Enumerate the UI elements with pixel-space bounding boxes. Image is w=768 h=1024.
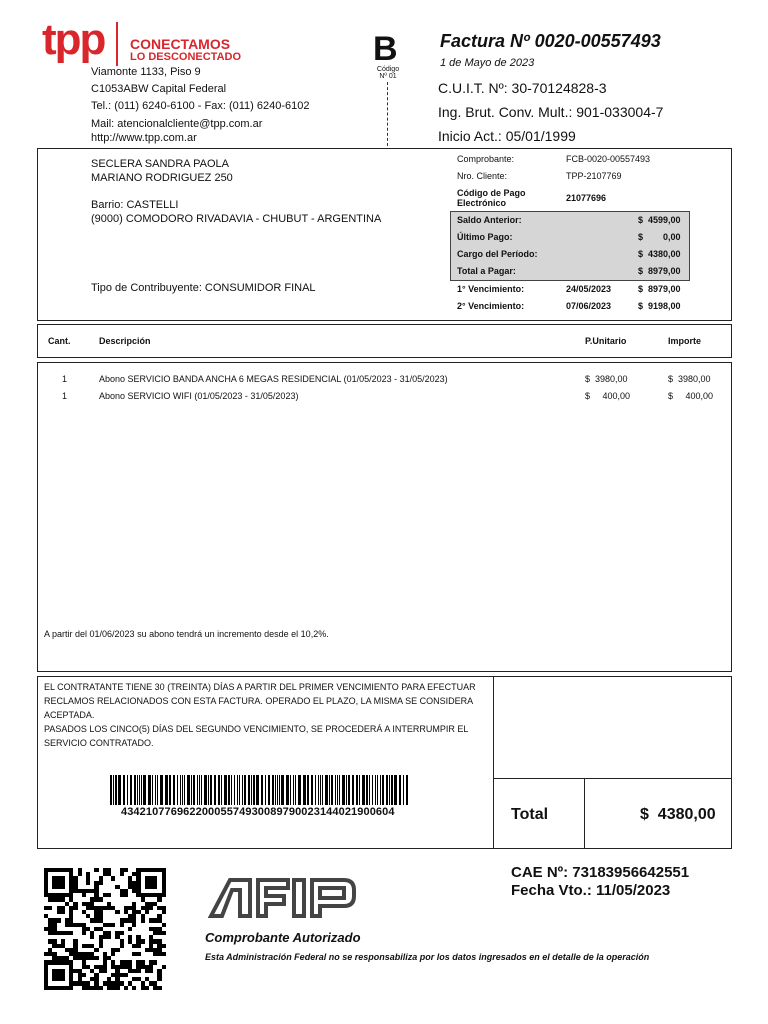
qr-module [162, 965, 166, 969]
client-street: MARIANO RODRIGUEZ 250 [91, 172, 233, 184]
barcode-bar [372, 775, 373, 805]
invoice-title: Factura Nº 0020-00557493 [440, 31, 661, 51]
row2-cant: 1 [62, 391, 68, 401]
barcode-bar [160, 775, 163, 805]
row2-imp: $ 400,00 [668, 391, 714, 401]
qr-module [141, 918, 145, 922]
barcode-bar [318, 775, 319, 805]
qr-module [82, 973, 86, 977]
barcode-bar [155, 775, 156, 805]
slogan-line2: LO DESCONECTADO [130, 51, 242, 63]
barcode-bar [265, 775, 266, 805]
row1-desc: Abono SERVICIO BANDA ANCHA 6 MEGAS RESIDENCIAL (01/05/2023 - 31/05/2023) [99, 374, 448, 384]
qr-module [153, 885, 157, 889]
barcode-bar [184, 775, 185, 805]
client-name: SECLERA SANDRA PAOLA [91, 158, 229, 170]
ultimo-value: $ 0,00 [638, 232, 681, 242]
pago-label-2: Electrónico [457, 198, 507, 208]
barcode-bar [204, 775, 207, 805]
barcode-bar [137, 775, 138, 805]
qr-module [120, 931, 124, 935]
barcode-bar [382, 775, 384, 805]
barcode-bar [311, 775, 313, 805]
afip-disclaimer: Esta Administración Federal no se responsabiliza por los datos ingresados en el detalle de la operación [205, 952, 650, 962]
barcode-bar [237, 775, 238, 805]
qr-module [124, 868, 128, 872]
barcode-bar [152, 775, 153, 805]
barcode-number: 43421077696220005574930089790023144021900604 [121, 806, 395, 818]
invoice-date: 1 de Mayo de 2023 [440, 57, 535, 69]
barcode-bar [242, 775, 243, 805]
barcode-bar [356, 775, 358, 805]
barcode-bar [380, 775, 381, 805]
footer-divider-h [493, 778, 732, 779]
company-web: http://www.tpp.com.ar [91, 132, 197, 144]
cargo-value: $ 4380,00 [638, 249, 681, 259]
qr-module [115, 910, 119, 914]
barcode-bar [214, 775, 216, 805]
cargo-label: Cargo del Período: [457, 249, 538, 259]
barcode-bar [261, 775, 263, 805]
barcode-bar [118, 775, 121, 805]
comprobante-autorizado: Comprobante Autorizado [205, 930, 361, 945]
table-body-box [37, 362, 732, 672]
barcode-bar [130, 775, 132, 805]
barcode-bar [293, 775, 294, 805]
footer-divider-v [493, 676, 494, 849]
barcode-bar [199, 775, 200, 805]
qr-module [78, 872, 82, 876]
qr-module [162, 893, 166, 897]
row1-unit: $ 3980,00 [585, 374, 628, 384]
total-pagar-label: Total a Pagar: [457, 266, 516, 276]
ultimo-label: Último Pago: [457, 232, 513, 242]
tpp-logo: tpp [42, 15, 105, 64]
barcode-bar [386, 775, 388, 805]
afip-logo-icon [208, 876, 358, 920]
th-cant: Cant. [48, 336, 71, 346]
barcode-bar [406, 775, 408, 805]
barcode-bar [139, 775, 140, 805]
barcode-bar [221, 775, 222, 805]
qr-module [73, 906, 77, 910]
qr-module [124, 973, 128, 977]
qr-module [153, 960, 157, 964]
qr-module [162, 910, 166, 914]
qr-code [44, 868, 174, 990]
qr-module [61, 885, 65, 889]
barcode-bar [366, 775, 368, 805]
qr-module [99, 881, 103, 885]
qr-module [115, 948, 119, 952]
qr-module [124, 893, 128, 897]
barcode-bar [248, 775, 250, 805]
barcode-bar [193, 775, 195, 805]
logo-divider [116, 22, 118, 66]
header-dashed-divider [387, 82, 388, 146]
row1-imp: $ 3980,00 [668, 374, 711, 384]
barcode-bar [141, 775, 142, 805]
cae-number: CAE Nº: 73183956642551 [511, 864, 690, 881]
barcode-bar [281, 775, 284, 805]
invoice-inicio: Inicio Act.: 05/01/1999 [438, 128, 576, 144]
barcode-bar [244, 775, 246, 805]
barcode-bar [375, 775, 376, 805]
pago-value: 21077696 [566, 193, 607, 203]
qr-module [82, 893, 86, 897]
barcode-bar [115, 775, 117, 805]
barcode-bar [191, 775, 192, 805]
barcode-bar [279, 775, 280, 805]
qr-module [107, 893, 111, 897]
barcode-bar [359, 775, 360, 805]
barcode-bar [157, 775, 158, 805]
barcode-bar [177, 775, 178, 805]
barcode-bar [113, 775, 114, 805]
qr-module [157, 986, 161, 990]
qr-module [61, 910, 65, 914]
barcode-bar [187, 775, 190, 805]
qr-module [162, 923, 166, 927]
conditions-text [44, 680, 490, 750]
barcode-bar [253, 775, 255, 805]
invoice-ing-brut: Ing. Brut. Conv. Mult.: 901-033004-7 [438, 104, 664, 120]
barcode-bar [295, 775, 296, 805]
conditions-line2: RECLAMOS RELACIONADOS CON ESTA FACTURA. OPERADO EL PLAZO, LA MISMA SE CONSIDERA [44, 696, 474, 706]
qr-module [111, 876, 115, 880]
qr-module [136, 944, 140, 948]
qr-module [120, 944, 124, 948]
cae-vto: Fecha Vto.: 11/05/2023 [511, 882, 671, 899]
barcode-bar [182, 775, 183, 805]
venc2-amount: $ 9198,00 [638, 301, 681, 311]
conditions-line5: SERVICIO CONTRATADO. [44, 738, 154, 748]
invoice-cuit: C.U.I.T. Nº: 30-70124828-3 [438, 80, 607, 96]
th-descripcion: Descripción [99, 336, 151, 346]
qr-module [111, 952, 115, 956]
barcode-bar [394, 775, 397, 805]
qr-module [103, 969, 107, 973]
qr-module [157, 897, 161, 901]
saldo-value: $ 4599,00 [638, 215, 681, 225]
barcode-bar [315, 775, 316, 805]
total-pagar-value: $ 8979,00 [638, 266, 681, 276]
invoice-code-num: Nº 01 [379, 73, 397, 80]
barcode-bar [224, 775, 227, 805]
qr-module [124, 986, 128, 990]
barcode-bar [389, 775, 390, 805]
barcode-bar [275, 775, 276, 805]
barcode-bar [127, 775, 128, 805]
qr-module [57, 918, 61, 922]
row2-desc: Abono SERVICIO WIFI (01/05/2023 - 31/05/2023) [99, 391, 299, 401]
qr-module [149, 906, 153, 910]
qr-module [94, 868, 98, 872]
qr-module [94, 956, 98, 960]
barcode-bar [268, 775, 270, 805]
barcode-bar [335, 775, 336, 805]
company-address: Viamonte 1133, Piso 9 [91, 66, 201, 78]
barcode-bar [123, 775, 125, 805]
qr-module [128, 927, 132, 931]
barcode-bar [165, 775, 168, 805]
qr-module [149, 969, 153, 973]
barcode-bar [201, 775, 202, 805]
venc2-date: 07/06/2023 [566, 301, 612, 311]
client-barrio: Barrio: CASTELLI [91, 199, 179, 211]
company-phones: Tel.: (011) 6240-6100 - Fax: (011) 6240-6102 [91, 100, 310, 112]
barcode-bar [329, 775, 330, 805]
barcode-bar [391, 775, 393, 805]
qr-module [107, 935, 111, 939]
company-mail: Mail: atencionalcliente@tpp.com.ar [91, 118, 263, 130]
qr-module [120, 923, 124, 927]
barcode-bar [272, 775, 274, 805]
barcode-bar [342, 775, 345, 805]
conditions-line3: ACEPTADA. [44, 710, 95, 720]
barcode-bar [286, 775, 289, 805]
cliente-label: Nro. Cliente: [457, 171, 508, 181]
qr-module [145, 910, 149, 914]
qr-module [90, 935, 94, 939]
conditions-line4: PASADOS LOS CINCO(5) DÍAS DEL SEGUNDO VENCIMIENTO, SE PROCEDERÁ A INTERRUMPIR EL [44, 724, 469, 734]
barcode-bar [231, 775, 232, 805]
barcode-bar [218, 775, 220, 805]
barcode-bar [228, 775, 230, 805]
barcode-bar [110, 775, 112, 805]
barcode-bar [256, 775, 259, 805]
saldo-label: Saldo Anterior: [457, 215, 522, 225]
barcode-bar [180, 775, 181, 805]
qr-module [99, 897, 103, 901]
qr-module [111, 923, 115, 927]
qr-module [115, 986, 119, 990]
row1-cant: 1 [62, 374, 68, 384]
conditions-line1: EL CONTRATANTE TIENE 30 (TREINTA) DÍAS A PARTIR DEL PRIMER VENCIMIENTO PARA EFECTUAR [44, 682, 476, 692]
barcode-bar [298, 775, 301, 805]
comprobante-value: FCB-0020-00557493 [566, 154, 651, 164]
barcode-bar [348, 775, 350, 805]
th-punitario: P.Unitario [585, 336, 627, 346]
invoice-code-label: Código [376, 66, 400, 73]
barcode-bar [210, 775, 212, 805]
qr-module [136, 969, 140, 973]
qr-module [141, 939, 145, 943]
barcode-bar [251, 775, 252, 805]
venc1-amount: $ 8979,00 [638, 284, 681, 294]
qr-module [136, 952, 140, 956]
qr-module [120, 872, 124, 876]
venc2-label: 2° Vencimiento: [457, 301, 525, 311]
barcode-bar [399, 775, 401, 805]
qr-module [99, 944, 103, 948]
barcode-bar [173, 775, 175, 805]
barcode-bar [403, 775, 404, 805]
total-divider [584, 778, 585, 849]
invoice-letter: B [373, 30, 398, 68]
qr-module [82, 931, 86, 935]
barcode-bar [143, 775, 146, 805]
barcode-bar [339, 775, 340, 805]
barcode-bar [239, 775, 240, 805]
barcode-bar [197, 775, 198, 805]
qr-module [69, 931, 73, 935]
qr-module [61, 977, 65, 981]
company-city: C1053ABW Capital Federal [91, 83, 227, 95]
qr-module [132, 986, 136, 990]
barcode-bar [346, 775, 347, 805]
barcode-bar [369, 775, 370, 805]
barcode [110, 775, 416, 805]
comprobante-label: Comprobante: [457, 154, 515, 164]
qr-module [145, 986, 149, 990]
qr-module [132, 923, 136, 927]
barcode-bar [362, 775, 365, 805]
barcode-bar [277, 775, 278, 805]
qr-module [157, 977, 161, 981]
slogan-line1: CONECTAMOS [130, 36, 231, 52]
qr-module [162, 944, 166, 948]
barcode-bar [303, 775, 306, 805]
barcode-bar [234, 775, 235, 805]
barcode-bar [208, 775, 209, 805]
pago-label-1: Código de Pago [457, 188, 526, 198]
qr-module [99, 986, 103, 990]
barcode-bar [290, 775, 291, 805]
barcode-bar [322, 775, 323, 805]
qr-module [69, 986, 73, 990]
barcode-bar [331, 775, 333, 805]
venc1-date: 24/05/2023 [566, 284, 612, 294]
barcode-bar [377, 775, 378, 805]
qr-module [162, 952, 166, 956]
barcode-bar [134, 775, 136, 805]
venc1-label: 1° Vencimiento: [457, 284, 525, 294]
qr-module [48, 906, 52, 910]
barcode-bar [307, 775, 309, 805]
qr-module [94, 948, 98, 952]
barcode-bar [320, 775, 321, 805]
barcode-bar [325, 775, 328, 805]
qr-module [86, 881, 90, 885]
client-city: (9000) COMODORO RIVADAVIA - CHUBUT - ARGENTINA [91, 213, 382, 225]
barcode-bar [337, 775, 338, 805]
th-importe: Importe [668, 336, 702, 346]
increment-note: A partir del 01/06/2023 su abono tendrá un incremento desde el 10,2%. [44, 629, 329, 639]
client-tipo: Tipo de Contribuyente: CONSUMIDOR FINAL [91, 282, 316, 294]
barcode-bar [169, 775, 171, 805]
barcode-bar [148, 775, 151, 805]
barcode-bar [352, 775, 354, 805]
row2-unit: $ 400,00 [585, 391, 631, 401]
cliente-value: TPP-2107769 [566, 171, 622, 181]
total-value: $ 4380,00 [640, 806, 716, 823]
total-label: Total [511, 806, 549, 823]
qr-module [162, 931, 166, 935]
